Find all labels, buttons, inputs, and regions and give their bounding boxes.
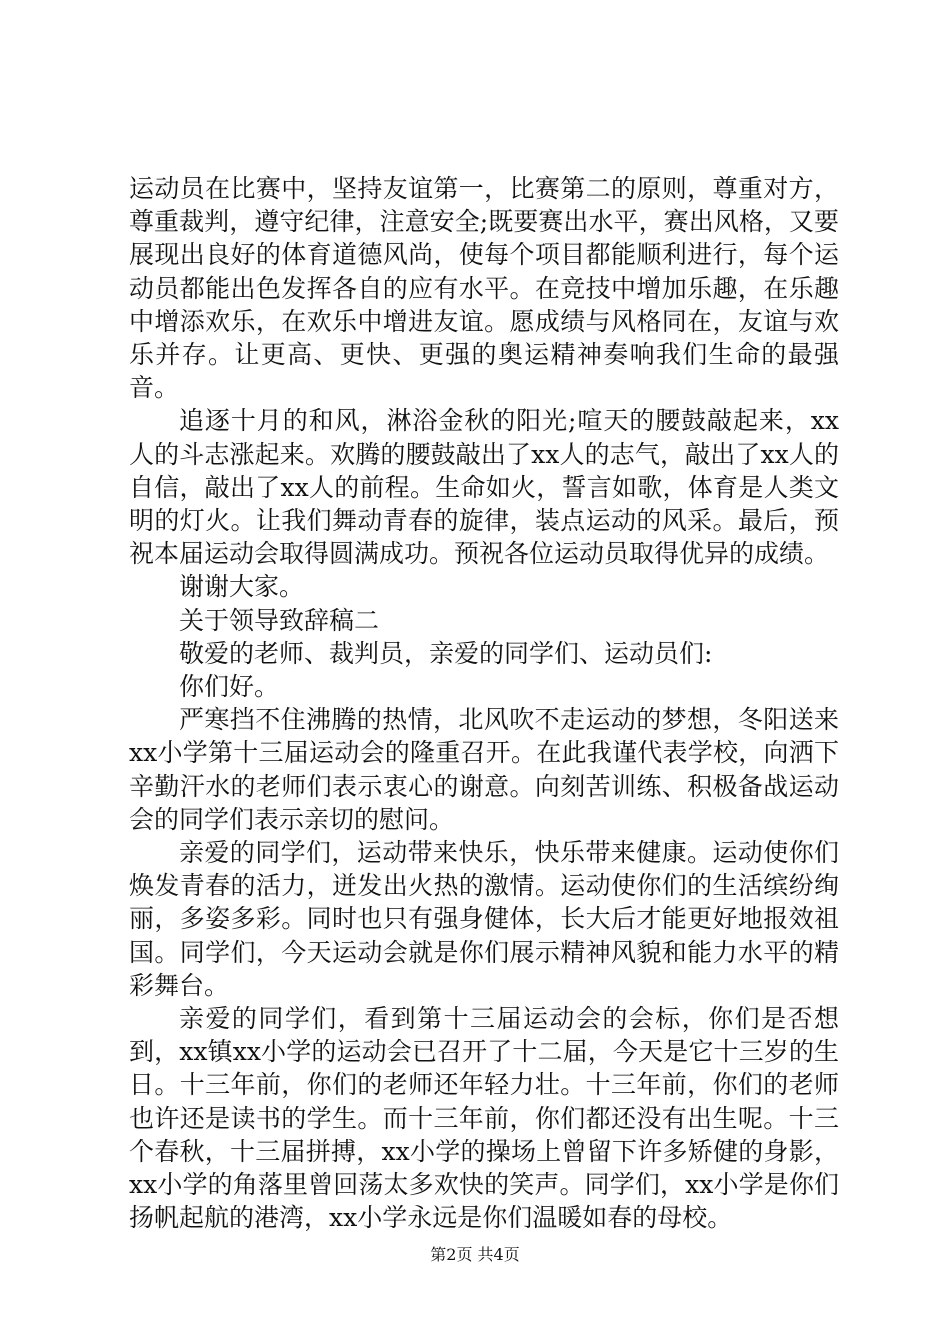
paragraph: 严寒挡不住沸腾的热情，北风吹不走运动的梦想，冬阳送来xx小学第十三届运动会的隆重召开。在此我谨代表学校，向洒下辛勤汗水的老师们表示衷心的谢意。向刻苦训练、积极备战运动会的同学们表示亲切的慰问。 (129, 705, 839, 834)
salutation: 敬爱的老师、裁判员，亲爱的同学们、运动员们: (179, 638, 713, 668)
paragraph: 亲爱的同学们，运动带来快乐，快乐带来健康。运动使你们焕发青春的活力，迸发出火热的激情。运动使你们的生活缤纷绚丽，多姿多彩。同时也只有强身健体，长大后才能更好地报效祖国。同学们，今天运动会就是你们展示精神风貌和能力水平的精彩舞台。 (129, 838, 839, 1000)
paragraph: 追逐十月的和风，淋浴金秋的阳光;喧天的腰鼓敲起来，xx人的斗志涨起来。欢腾的腰鼓敲出了xx人的志气，敲出了xx人的自信，敲出了xx人的前程。生命如火，誓言如歌，体育是人类文明的灯火。让我们舞动青春的旋律，装点运动的风采。最后，预祝本届运动会取得圆满成功。预祝各位运动员取得优异的成绩。 (129, 406, 839, 569)
paragraph: 亲爱的同学们，看到第十三届运动会的会标，你们是否想到，xx镇xx小学的运动会已召开了十二届，今天是它十三岁的生日。十三年前，你们的老师还年轻力壮。十三年前，你们的老师也许还是读书的学生。而十三年前，你们都还没有出生呢。十三个春秋，十三届拼搏，xx小学的操场上曾留下许多矫健的身影，xx小学的角落里曾回荡太多欢快的笑声。同学们，xx小学是你们扬帆起航的港湾，xx小学永远是你们温暖如春的母校。 (129, 1004, 839, 1233)
paragraph-thanks: 谢谢大家。 (179, 572, 305, 602)
greeting: 你们好。 (179, 672, 280, 702)
section-heading: 关于领导致辞稿二 (179, 605, 380, 635)
page-footer: 第2页 共4页 (430, 1245, 520, 1264)
paragraph-continuation: 运动员在比赛中，坚持友谊第一，比赛第二的原则，尊重对方，尊重裁判，遵守纪律，注意安全;既要赛出水平，赛出风格，又要展现出良好的体育道德风尚，使每个项目都能顺利进行，每个运动员都能出色发挥各自的应有水平。在竞技中增加乐趣，在乐趣中增添欢乐，在欢乐中增进友谊。愿成绩与风格同在，友谊与欢乐并存。让更高、更快、更强的奥运精神奏响我们生命的最强音。 (129, 174, 839, 403)
document-body (129, 172, 839, 1235)
